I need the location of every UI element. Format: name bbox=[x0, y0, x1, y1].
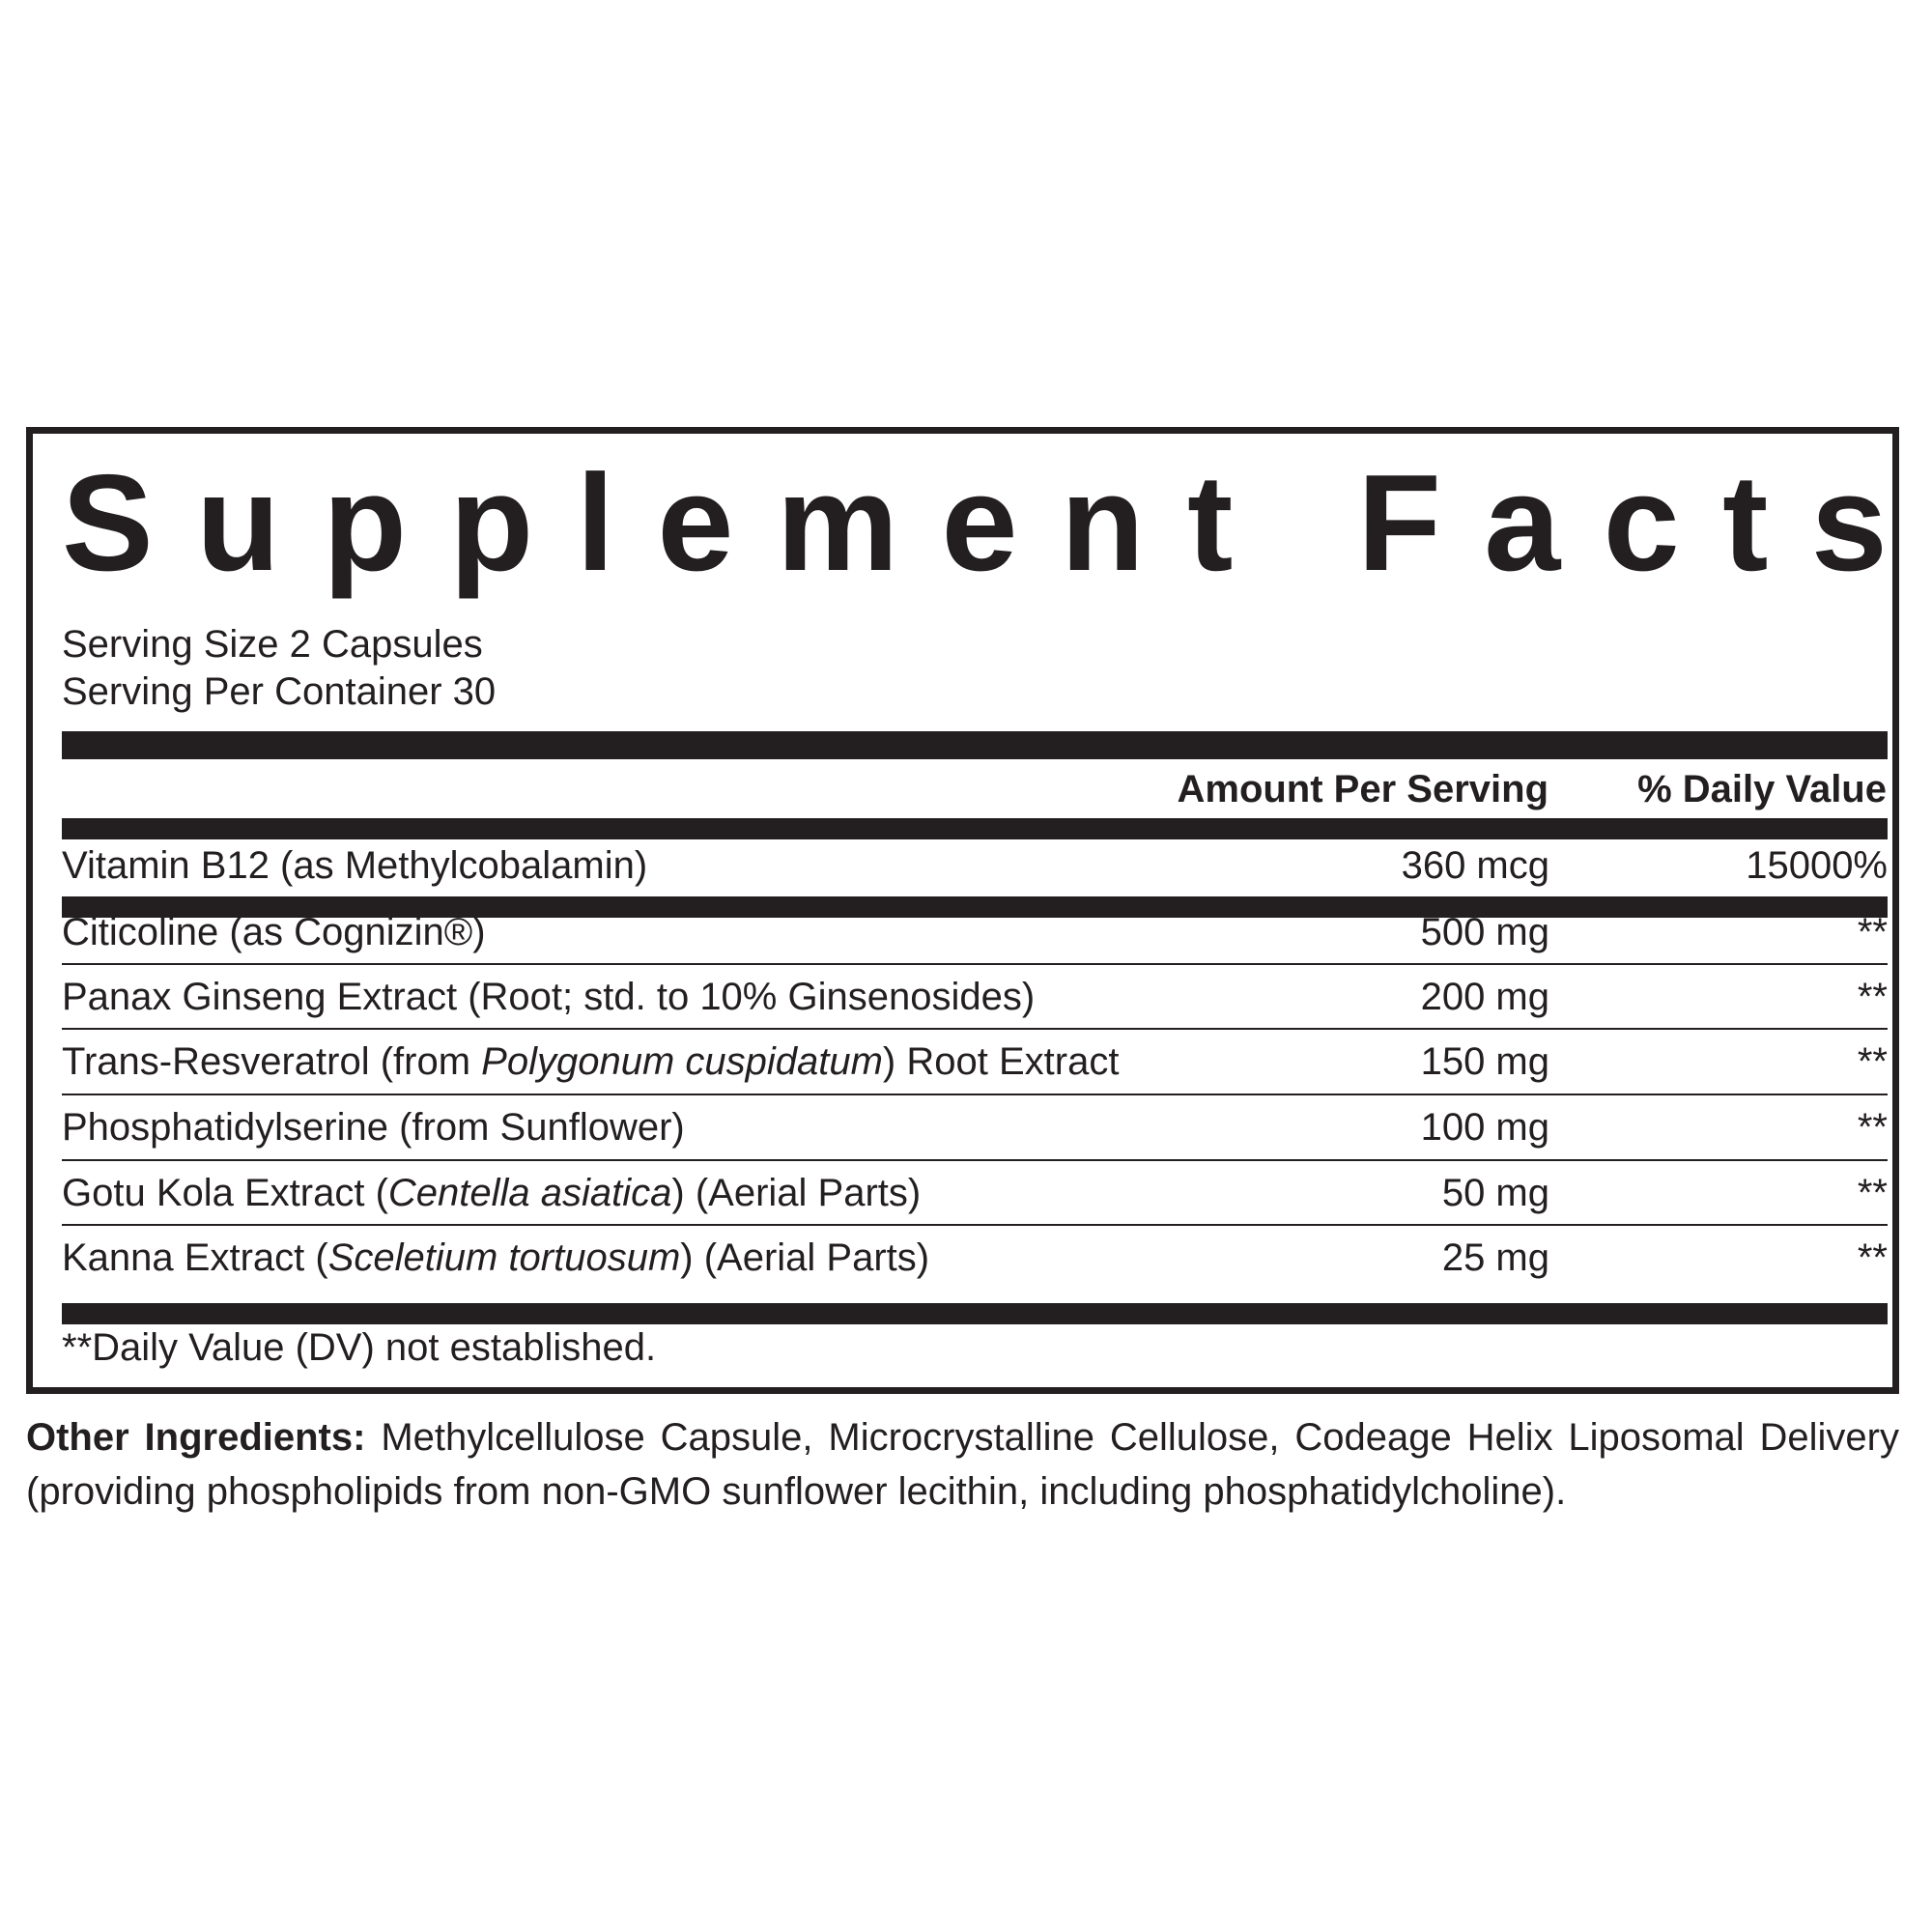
title-letter: a bbox=[1484, 446, 1561, 600]
vitamin-row bbox=[62, 841, 1888, 890]
ingredient-name-latin: Polygonum cuspidatum bbox=[481, 1040, 883, 1083]
title-letter bbox=[1276, 455, 1315, 592]
ingredient-name bbox=[62, 1234, 929, 1282]
ingredient-row bbox=[62, 908, 1888, 956]
ingredient-name-part: ) Root Extract bbox=[882, 1040, 1120, 1083]
ingredient-name bbox=[62, 908, 486, 956]
row-divider bbox=[62, 1224, 1888, 1226]
ingredient-daily-value: ** bbox=[1857, 1040, 1888, 1083]
row-divider bbox=[62, 1159, 1888, 1161]
ingredient-daily-value: 15000% bbox=[1746, 844, 1888, 887]
ingredient-name-part: Phosphatidylserine (from Sunflower) bbox=[62, 1106, 685, 1149]
thick-divider-bottom bbox=[62, 1303, 1888, 1324]
ingredient-name-part: Citicoline (as Cognizin®) bbox=[62, 911, 486, 953]
ingredient-daily-value: ** bbox=[1857, 976, 1888, 1018]
title-letter: u bbox=[196, 446, 280, 600]
title-letter: e bbox=[657, 446, 734, 600]
ingredient-name bbox=[62, 1169, 921, 1217]
ingredient-name-latin: Centella asiatica bbox=[387, 1172, 672, 1214]
ingredient-row bbox=[62, 1103, 1888, 1151]
title-letter: S bbox=[62, 446, 154, 600]
ingredient-row bbox=[62, 1169, 1888, 1217]
servings-per-container: Serving Per Container 30 bbox=[62, 670, 497, 713]
row-divider bbox=[62, 1028, 1888, 1030]
title-letter: c bbox=[1603, 446, 1680, 600]
title-letter: e bbox=[941, 446, 1018, 600]
ingredient-daily-value: ** bbox=[1857, 1106, 1888, 1149]
ingredient-amount: 50 mg bbox=[1441, 1172, 1549, 1214]
other-ingredients-text: Methylcellulose Capsule, Microcrystalline Cellulose, Codeage Helix Liposomal Delivery (providing phospholipids from non-GMO sunflower lecithin, including phosphatidylcholine). bbox=[26, 1416, 1900, 1513]
ingredient-name bbox=[62, 1037, 1119, 1086]
ingredient-amount: 200 mg bbox=[1420, 976, 1549, 1018]
other-ingredients-label: Other Ingredients: bbox=[26, 1416, 366, 1459]
title-letter: t bbox=[1187, 446, 1234, 600]
row-divider bbox=[62, 1094, 1888, 1095]
ingredient-name-part: Trans-Resveratrol (from bbox=[62, 1040, 482, 1083]
ingredient-amount: 25 mg bbox=[1441, 1236, 1549, 1279]
daily-value-header: % Daily Value bbox=[1637, 768, 1887, 810]
ingredient-daily-value: ** bbox=[1857, 1236, 1888, 1279]
ingredient-name: Vitamin B12 (as Methylcobalamin) bbox=[62, 844, 648, 887]
ingredient-name-part: Kanna Extract ( bbox=[62, 1236, 328, 1279]
title-letter: m bbox=[776, 446, 899, 600]
ingredient-amount: 360 mcg bbox=[1401, 844, 1549, 887]
serving-size: Serving Size 2 Capsules bbox=[62, 623, 483, 666]
ingredient-name bbox=[62, 1103, 685, 1151]
title-letter: l bbox=[576, 446, 615, 600]
thick-divider-top bbox=[62, 731, 1888, 759]
ingredient-amount: 150 mg bbox=[1420, 1040, 1549, 1083]
ingredient-amount: 500 mg bbox=[1420, 911, 1549, 953]
title-letter: t bbox=[1722, 446, 1769, 600]
panel-title bbox=[62, 446, 1888, 600]
footnote: **Daily Value (DV) not established. bbox=[62, 1326, 657, 1369]
amount-per-serving-header: Amount Per Serving bbox=[1177, 768, 1548, 810]
ingredient-amount: 100 mg bbox=[1420, 1106, 1549, 1149]
row-divider bbox=[62, 963, 1888, 965]
ingredient-daily-value: ** bbox=[1857, 1172, 1888, 1214]
title-letter: n bbox=[1060, 446, 1145, 600]
ingredient-name-part: Gotu Kola Extract ( bbox=[62, 1172, 388, 1214]
title-letter: p bbox=[323, 446, 408, 600]
ingredient-name bbox=[62, 973, 1035, 1021]
title-letter: F bbox=[1357, 446, 1441, 600]
ingredient-row bbox=[62, 1234, 1888, 1282]
supplement-facts-panel bbox=[26, 427, 1899, 1394]
ingredient-name-part: ) (Aerial Parts) bbox=[680, 1236, 930, 1279]
title-letter: s bbox=[1810, 446, 1888, 600]
ingredient-daily-value: ** bbox=[1857, 911, 1888, 953]
ingredient-name-part: Panax Ginseng Extract (Root; std. to 10% Ginsenosides) bbox=[62, 976, 1036, 1018]
ingredient-row bbox=[62, 973, 1888, 1021]
ingredient-row bbox=[62, 1037, 1888, 1086]
ingredient-name-latin: Sceletium tortuosum bbox=[327, 1236, 681, 1279]
title-letter: p bbox=[449, 446, 534, 600]
ingredient-name-part: ) (Aerial Parts) bbox=[671, 1172, 922, 1214]
thick-divider-header bbox=[62, 818, 1888, 839]
other-ingredients bbox=[26, 1410, 1899, 1519]
